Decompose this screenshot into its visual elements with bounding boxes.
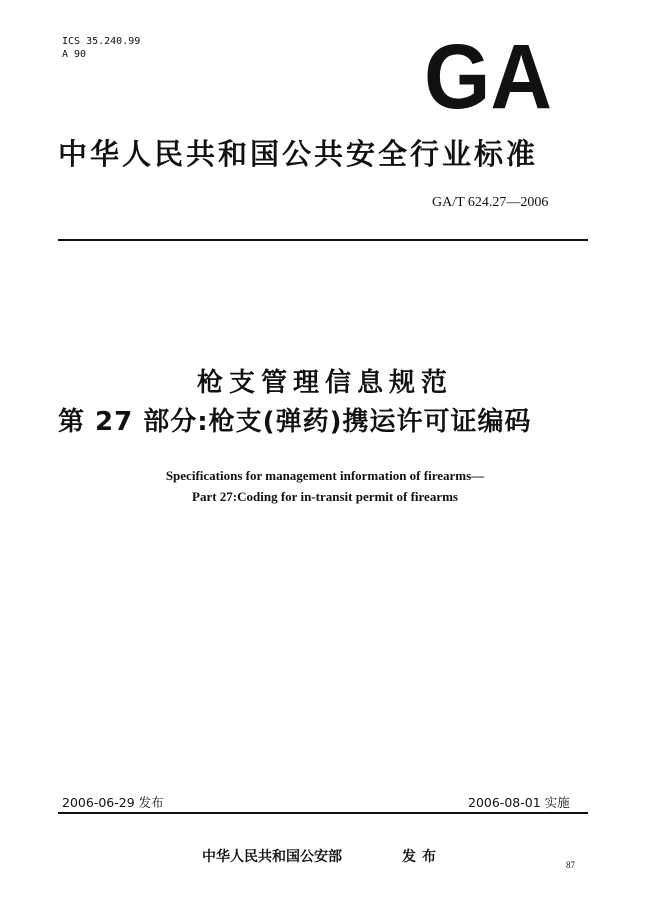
classification-codes <box>62 35 140 61</box>
issue-date: 2006-06-29 发布 <box>62 795 164 810</box>
page-number: 87 <box>566 860 575 870</box>
english-title-line-2: Part 27:Coding for in-transit permit of firearms <box>192 489 458 504</box>
implementation-date: 2006-08-01 实施 <box>468 795 570 810</box>
publisher-name: 中华人民共和国公安部 <box>202 849 342 865</box>
footer-divider <box>58 812 588 814</box>
english-title-line-1: Specifications for management information of firearms— <box>165 468 485 483</box>
header-divider <box>58 239 588 241</box>
document-subtitle: 第 27 部分:枪支(弹药)携运许可证编码 <box>58 407 532 437</box>
ics-code: ICS 35.240.99 <box>62 36 141 47</box>
standard-category-title: 中华人民共和国公共安全行业标准 <box>58 137 539 171</box>
document-title: 枪支管理信息规范 <box>196 368 453 398</box>
ccs-code: A 90 <box>62 49 87 60</box>
ga-logo <box>423 42 553 110</box>
english-title <box>0 465 650 507</box>
ga-logo-text: GA <box>424 42 552 110</box>
standard-code: GA/T 624.27—2006 <box>432 195 549 210</box>
publish-label: 发布 <box>402 849 442 865</box>
